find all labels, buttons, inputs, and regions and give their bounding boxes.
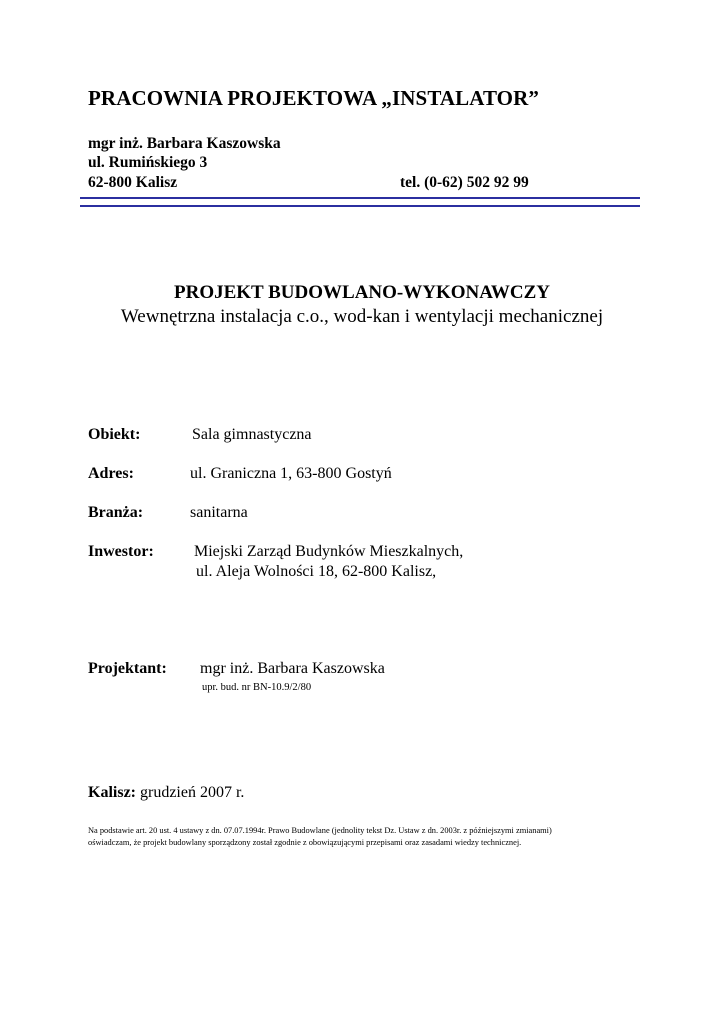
investor-address: ul. Aleja Wolności 18, 62-800 Kalisz, <box>196 563 437 580</box>
statement-line-1: Na podstawie art. 20 ust. 4 ustawy z dn. 07.07.1994r. Prawo Budowlane (jednolity tekst Dz. Ustaw z dn. 2003r. z późniejszymi zmianami) <box>88 826 552 835</box>
branch-label: Branża: <box>88 504 144 521</box>
object-value: Sala gimnastyczna <box>192 426 312 443</box>
city-postcode: 62-800 Kalisz <box>88 174 178 191</box>
branch-value: sanitarna <box>190 504 248 521</box>
phone-number: tel. (0-62) 502 92 99 <box>400 174 529 191</box>
date-value: grudzień 2007 r. <box>140 784 245 801</box>
investor-label: Inwestor: <box>88 543 154 560</box>
street-address: ul. Rumińskiego 3 <box>88 154 208 171</box>
designer-label: Projektant: <box>88 660 167 677</box>
place-label: Kalisz: <box>88 784 136 801</box>
license-number: upr. bud. nr BN-10.9/2/80 <box>202 682 312 693</box>
header-rule-top <box>80 197 640 199</box>
designer-name: mgr inż. Barbara Kaszowska <box>88 135 281 152</box>
project-type-title: PROJEKT BUDOWLANO-WYKONAWCZY <box>174 282 550 303</box>
place-date-line <box>88 784 244 802</box>
statement-line-2: oświadczam, że projekt budowlany sporządzony został zgodnie z obowiązującymi przepisami oraz zasadami wiedzy technicznej. <box>88 838 522 847</box>
designer-value: mgr inż. Barbara Kaszowska <box>200 660 385 677</box>
address-value: ul. Graniczna 1, 63-800 Gostyń <box>190 465 392 482</box>
investor-name: Miejski Zarząd Budynków Mieszkalnych, <box>194 543 464 560</box>
header-rule-bottom <box>80 205 640 207</box>
object-label: Obiekt: <box>88 426 141 443</box>
project-scope: Wewnętrzna instalacja c.o., wod-kan i wentylacji mechanicznej <box>120 306 604 327</box>
address-label: Adres: <box>88 465 134 482</box>
firm-name: PRACOWNIA PROJEKTOWA „INSTALATOR” <box>88 86 539 110</box>
